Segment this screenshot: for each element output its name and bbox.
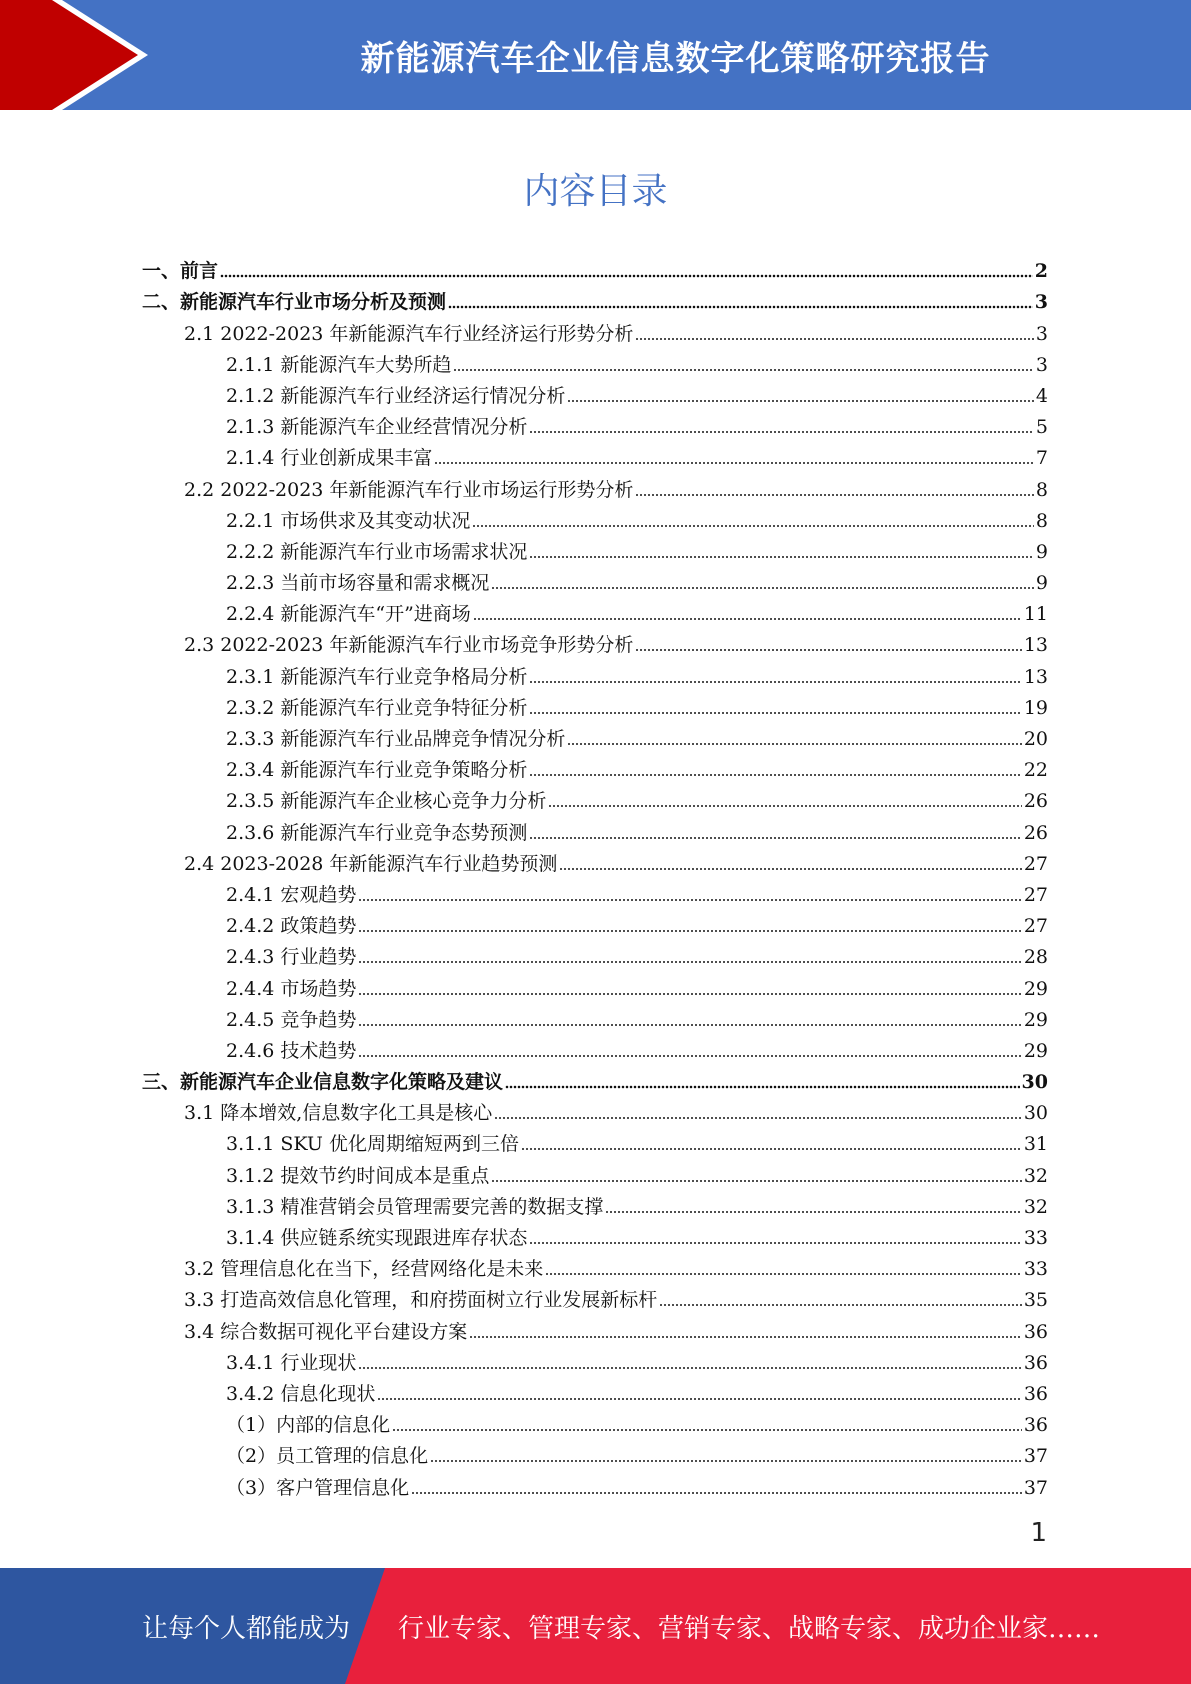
toc-dot-leader: [529, 773, 1021, 777]
toc-entry[interactable]: [142, 784, 1048, 815]
toc-entry[interactable]: [142, 1439, 1048, 1470]
toc-entry-label: 2.2.4 新能源汽车“开”进商场: [226, 603, 471, 626]
toc-dot-leader: [220, 274, 1033, 278]
toc-dot-leader: [469, 1335, 1022, 1339]
toc-entry-page: 3: [1035, 353, 1048, 376]
toc-entry[interactable]: [142, 722, 1048, 753]
toc-entry-page: 31: [1023, 1133, 1048, 1156]
toc-entry[interactable]: [142, 1034, 1048, 1065]
toc-entry[interactable]: [142, 659, 1048, 690]
toc-entry-label: 三、新能源汽车企业信息数字化策略及建议: [142, 1071, 504, 1094]
toc-entry-page: 26: [1023, 821, 1048, 844]
footer-slogan-left: 让每个人都能成为: [142, 1613, 351, 1644]
toc-dot-leader: [605, 1210, 1021, 1214]
toc-dot-leader: [635, 648, 1021, 652]
toc-entry-page: 36: [1023, 1320, 1048, 1343]
footer-slogan-right: 行业专家、管理专家、营销专家、战略专家、成功企业家……: [398, 1613, 1101, 1644]
toc-entry-label: 3.3 打造高效信息化管理，和府捞面树立行业发展新标杆: [184, 1289, 658, 1312]
toc-entry-page: 36: [1023, 1414, 1048, 1437]
toc-entry-page: 3: [1035, 322, 1048, 345]
toc-entry-page: 32: [1023, 1195, 1048, 1218]
toc-entry[interactable]: [142, 1346, 1048, 1377]
toc-dot-leader: [548, 804, 1021, 808]
toc-dot-leader: [505, 1085, 1020, 1089]
toc-entry-label: （3）客户管理信息化: [226, 1476, 410, 1499]
toc-entry[interactable]: [142, 1003, 1048, 1034]
toc-entry-label: 2.4.4 市场趋势: [226, 977, 357, 1000]
toc-dot-leader: [635, 493, 1033, 497]
toc-entry-label: 2.4.3 行业趋势: [226, 946, 357, 969]
toc-dot-leader: [358, 1366, 1021, 1370]
toc-dot-leader: [358, 960, 1021, 964]
header-arrow-decoration: [0, 0, 160, 110]
toc-entry-label: 3.1.3 精准营销会员管理需要完善的数据支撑: [226, 1195, 604, 1218]
toc-entry[interactable]: [142, 472, 1048, 503]
toc-entry-page: 28: [1023, 946, 1048, 969]
page-number: 1: [1030, 1518, 1047, 1548]
report-title: 新能源汽车企业信息数字化策略研究报告: [360, 38, 991, 79]
toc-entry-label: 2.4 2023-2028 年新能源汽车行业趋势预测: [184, 852, 558, 875]
toc-dot-leader: [567, 399, 1034, 403]
toc-entry-label: 2.3.1 新能源汽车行业竞争格局分析: [226, 665, 528, 688]
toc-entry-page: 27: [1023, 852, 1048, 875]
toc-entry[interactable]: [142, 1470, 1048, 1501]
toc-entry-label: 2.1 2022-2023 年新能源汽车行业经济运行形势分析: [184, 322, 634, 345]
toc-entry-label: 3.4.2 信息化现状: [226, 1382, 376, 1405]
toc-entry-page: 19: [1023, 696, 1048, 719]
toc-entry-page: 29: [1023, 977, 1048, 1000]
toc-entry-label: 2.2.1 市场供求及其变动状况: [226, 509, 471, 532]
toc-entry-label: 2.1.1 新能源汽车大势所趋: [226, 353, 452, 376]
toc-dot-leader: [377, 1397, 1021, 1401]
toc-entry-label: 二、新能源汽车行业市场分析及预测: [142, 291, 447, 314]
toc-entry[interactable]: [142, 753, 1048, 784]
toc-heading: 内容目录: [523, 171, 668, 212]
toc-entry-page: 20: [1023, 728, 1048, 750]
toc-dot-leader: [358, 1054, 1021, 1058]
toc-entry-label: 2.3.6 新能源汽车行业竞争态势预测: [226, 821, 528, 844]
toc-entry-page: 9: [1035, 540, 1048, 563]
toc-entry-label: 3.4 综合数据可视化平台建设方案: [184, 1320, 468, 1343]
toc-dot-leader: [358, 898, 1021, 902]
toc-entry[interactable]: [142, 1096, 1048, 1127]
toc-dot-leader: [545, 1272, 1022, 1276]
toc-entry-page: 35: [1023, 1289, 1048, 1312]
toc-entry-page: 4: [1035, 384, 1048, 407]
toc-entry[interactable]: [142, 410, 1048, 441]
toc-entry-label: 2.4.1 宏观趋势: [226, 883, 357, 906]
toc-entry-page: 9: [1035, 572, 1048, 595]
toc-entry[interactable]: [142, 566, 1048, 597]
toc-entry[interactable]: [142, 1314, 1048, 1345]
toc-dot-leader: [358, 929, 1021, 933]
toc-entry[interactable]: [142, 628, 1048, 659]
toc-entry[interactable]: [142, 909, 1048, 940]
report-footer: [0, 1568, 1191, 1684]
toc-entry-page: 32: [1023, 1164, 1048, 1187]
toc-entry-page: 26: [1023, 790, 1048, 813]
toc-entry-page: 29: [1023, 1008, 1048, 1031]
toc-dot-leader: [491, 586, 1034, 590]
toc-entry-label: 2.1.2 新能源汽车行业经济运行情况分析: [226, 384, 566, 407]
toc-dot-leader: [659, 1303, 1022, 1307]
toc-dot-leader: [392, 1428, 1022, 1432]
toc-entry[interactable]: [142, 1408, 1048, 1439]
toc-entry-page: 11: [1023, 603, 1048, 626]
toc-dot-leader: [521, 1147, 1022, 1151]
toc-entry-label: 2.1.3 新能源汽车企业经营情况分析: [226, 416, 528, 439]
toc-entry-page: 5: [1035, 416, 1048, 439]
toc-entry[interactable]: [142, 1190, 1048, 1221]
toc-entry[interactable]: [142, 1158, 1048, 1189]
toc-entry[interactable]: [142, 379, 1048, 410]
toc-dot-leader: [567, 742, 1021, 746]
toc-entry-label: 2.4.5 竞争趋势: [226, 1008, 357, 1031]
toc-entry[interactable]: [142, 1065, 1048, 1096]
toc-entry-page: 33: [1023, 1227, 1048, 1249]
toc-dot-leader: [529, 836, 1021, 840]
toc-entry-label: 3.1.1 SKU 优化周期缩短两到三倍: [226, 1133, 519, 1156]
toc-entry-label: 2.2.2 新能源汽车行业市场需求状况: [226, 540, 528, 563]
toc-entry[interactable]: [142, 971, 1048, 1002]
toc-dot-leader: [472, 524, 1034, 528]
toc-entry-page: 22: [1023, 759, 1048, 782]
toc-entry-page: 27: [1023, 915, 1048, 938]
toc-entry-page: 33: [1023, 1258, 1048, 1281]
toc-entry[interactable]: [142, 1283, 1048, 1314]
toc-dot-leader: [453, 368, 1034, 372]
toc-dot-leader: [529, 711, 1021, 715]
toc-entry-page: 29: [1023, 1039, 1048, 1062]
toc-entry[interactable]: [142, 504, 1048, 535]
toc-entry-page: 13: [1023, 634, 1048, 657]
toc-dot-leader: [529, 680, 1021, 684]
toc-entry-label: 3.1.2 提效节约时间成本是重点: [226, 1164, 490, 1187]
toc-entry-label: 2.3 2022-2023 年新能源汽车行业市场竞争形势分析: [184, 634, 634, 657]
toc-entry-label: 3.4.1 行业现状: [226, 1351, 357, 1374]
toc-entry-label: 一、前言: [142, 260, 219, 283]
toc-dot-leader: [473, 617, 1022, 621]
toc-entry-page: 13: [1023, 665, 1048, 688]
toc-entry-page: 30: [1023, 1102, 1048, 1125]
toc-entry-page: 8: [1035, 509, 1048, 532]
toc-entry[interactable]: [142, 691, 1048, 722]
toc-entry-page: 37: [1023, 1445, 1048, 1468]
toc-entry-page: 30: [1021, 1071, 1048, 1094]
toc-dot-leader: [529, 555, 1034, 559]
toc-entry[interactable]: [142, 441, 1048, 472]
toc-entry[interactable]: [142, 535, 1048, 566]
toc-entry-page: 36: [1023, 1382, 1048, 1405]
toc-entry-label: 2.3.3 新能源汽车行业品牌竞争情况分析: [226, 728, 566, 750]
toc-entry-label: 2.3.5 新能源汽车企业核心竞争力分析: [226, 790, 547, 813]
toc-entry-page: 36: [1023, 1351, 1048, 1374]
toc-dot-leader: [430, 1459, 1022, 1463]
toc-dot-leader: [358, 1023, 1021, 1027]
toc-entry[interactable]: [142, 1377, 1048, 1408]
toc-entry-page: 37: [1023, 1476, 1048, 1499]
toc-entry[interactable]: [142, 597, 1048, 628]
toc-entry[interactable]: [142, 878, 1048, 909]
toc-entry[interactable]: [142, 1221, 1048, 1252]
toc-dot-leader: [529, 1241, 1021, 1245]
toc-dot-leader: [635, 337, 1033, 341]
toc-entry-page: 27: [1023, 883, 1048, 906]
toc-entry-label: 3.1 降本增效,信息数字化工具是核心: [184, 1102, 493, 1125]
toc-entry[interactable]: [142, 1127, 1048, 1158]
toc-entry-label: （1）内部的信息化: [226, 1414, 391, 1437]
toc-entry-label: 2.3.4 新能源汽车行业竞争策略分析: [226, 759, 528, 782]
toc-entry[interactable]: [142, 847, 1048, 878]
toc-entry-page: 7: [1035, 447, 1048, 470]
toc-entry[interactable]: [142, 940, 1048, 971]
toc-entry[interactable]: [142, 285, 1048, 316]
toc-entry[interactable]: [142, 316, 1048, 347]
toc-entry-label: （2）员工管理的信息化: [226, 1445, 429, 1468]
toc-dot-leader: [448, 305, 1033, 309]
toc-entry-page: 8: [1035, 478, 1048, 501]
toc-entry-label: 2.4.2 政策趋势: [226, 915, 357, 938]
toc-entry-label: 3.1.4 供应链系统实现跟进库存状态: [226, 1227, 528, 1249]
toc-entry[interactable]: [142, 348, 1048, 379]
toc-entry-label: 2.2 2022-2023 年新能源汽车行业市场运行形势分析: [184, 478, 634, 501]
toc-dot-leader: [358, 992, 1021, 996]
toc-dot-leader: [434, 461, 1034, 465]
toc-dot-leader: [411, 1491, 1022, 1495]
toc-entry-label: 2.2.3 当前市场容量和需求概况: [226, 572, 490, 595]
toc-dot-leader: [491, 1179, 1021, 1183]
toc-entry-label: 2.4.6 技术趋势: [226, 1039, 357, 1062]
toc-entry-page: 3: [1034, 291, 1048, 314]
toc-dot-leader: [559, 867, 1021, 871]
table-of-contents: [142, 254, 1048, 1502]
report-header: [0, 0, 1191, 110]
toc-entry-label: 2.1.4 行业创新成果丰富: [226, 447, 433, 470]
toc-entry[interactable]: [142, 1252, 1048, 1283]
toc-entry-label: 3.2 管理信息化在当下，经营网络化是未来: [184, 1258, 544, 1281]
toc-entry-label: 2.3.2 新能源汽车行业竞争特征分析: [226, 696, 528, 719]
toc-entry[interactable]: [142, 254, 1048, 285]
toc-dot-leader: [494, 1116, 1022, 1120]
toc-entry[interactable]: [142, 815, 1048, 846]
toc-entry-page: 2: [1034, 260, 1048, 283]
toc-dot-leader: [529, 430, 1034, 434]
